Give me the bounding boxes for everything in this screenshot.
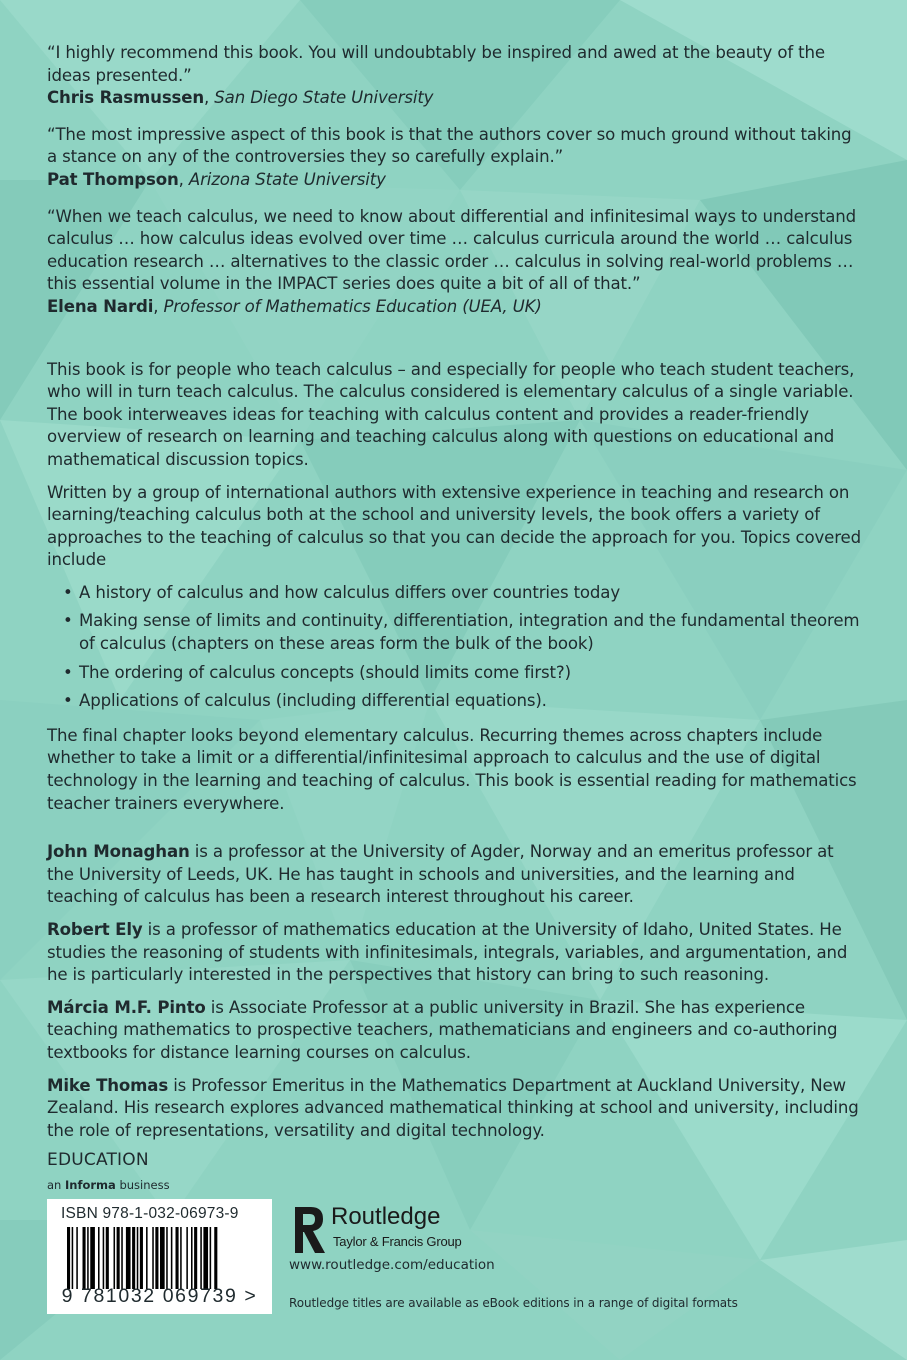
publisher-group: Taylor & Francis Group xyxy=(333,1234,462,1249)
barcode-bar xyxy=(146,1227,148,1289)
barcode-bar xyxy=(152,1227,154,1289)
endorser-name: Chris Rasmussen xyxy=(47,88,205,108)
barcode-bar xyxy=(140,1227,143,1289)
barcode-bar xyxy=(166,1227,168,1289)
barcode-bar xyxy=(214,1227,217,1289)
topics-list xyxy=(47,582,862,713)
barcode-bar xyxy=(176,1227,179,1289)
description-paragraph-3: The final chapter looks beyond elementary calculus. Recurring themes across chapters include whether to take a limit or a differential/infinitesimal approach to calculus and the use of digital technology in the learning and teaching of calculus. This book is essential reading for mathematics teacher trainers everywhere. xyxy=(47,725,857,813)
barcode-bar xyxy=(67,1227,70,1289)
barcode-bar xyxy=(160,1227,165,1289)
barcode-bar xyxy=(76,1227,78,1289)
barcode-bars xyxy=(67,1227,267,1289)
ebook-note: Routledge titles are available as eBook editions in a range of digital formats xyxy=(289,1296,738,1310)
barcode-digits: 9 781032 069739 > xyxy=(61,1285,258,1307)
routledge-logo-icon xyxy=(289,1203,327,1255)
barcode-bar xyxy=(87,1227,89,1289)
author-bio-3: Márcia M.F. Pinto is Associate Professor at a public university in Brazil. She has experience teaching mathematics to prospective teachers, mathematicians and engineers and co-authoring textbooks for distance learning courses on calculus. xyxy=(47,997,838,1062)
barcode-bar xyxy=(98,1227,100,1289)
barcode-bar xyxy=(194,1227,197,1289)
endorsement-text: “When we teach calculus, we need to know about differential and infinitesimal ways to understand calculus … how calculus ideas evolved over time … calculus curricula around the world … calculus education research … alternatives to the classic order … calculus in solving real-world problems … this essential volume in the IMPACT series does quite a bit of all of that.” xyxy=(47,206,857,294)
barcode-bar xyxy=(83,1227,86,1289)
endorser-name: Elena Nardi xyxy=(47,296,154,316)
barcode-bar xyxy=(210,1227,212,1289)
author-bio-1: John Monaghan is a professor at the University of Agder, Norway and an emeritus professor at the University of Leeds, UK. He has taught in schools and universities, and the learning and teaching of calculus has been a research interest throughout his career. xyxy=(47,842,834,907)
category-label: EDUCATION xyxy=(47,1150,149,1170)
publisher-url[interactable]: www.routledge.com/education xyxy=(289,1257,495,1273)
barcode-bar xyxy=(90,1227,95,1289)
endorsement-text: “The most impressive aspect of this book is that the authors cover so much ground without taking a stance on any of the controversies they so carefully explain.” xyxy=(47,124,852,167)
endorser-affiliation: San Diego State University xyxy=(214,88,434,108)
isbn-barcode xyxy=(47,1199,272,1314)
isbn-label: ISBN 978-1-032-06973-9 xyxy=(61,1205,239,1222)
barcode-bar xyxy=(72,1227,74,1289)
endorser-affiliation: Professor of Mathematics Education (UEA, UK) xyxy=(163,296,542,316)
publisher-logo xyxy=(289,1203,589,1263)
author-name: Márcia M.F. Pinto xyxy=(47,997,206,1017)
endorsement-3: “When we teach calculus, we need to know about differential and infinitesimal ways to understand calculus … how calculus ideas evolved over time … calculus curricula around the world … calculus education research … alternatives to the classic order … calculus in solving real-world problems … this essential volume in the IMPACT series does quite a bit of all of that.” Elena Nardi, Professor of Mathematics Education (UEA, UK) xyxy=(47,206,862,319)
back-cover-text xyxy=(47,42,862,1152)
barcode-bar xyxy=(106,1227,109,1289)
informa-tagline: an Informa business xyxy=(47,1178,170,1192)
endorsement-text: “I highly recommend this book. You will undoubtably be inspired and awed at the beauty of the ideas presented.” xyxy=(47,43,825,85)
barcode-bar xyxy=(121,1227,123,1289)
author-name: Mike Thomas xyxy=(47,1075,169,1095)
list-item: • The ordering of calculus concepts (should limits come first?) xyxy=(79,662,862,685)
author-name: John Monaghan xyxy=(47,842,190,862)
barcode-bar xyxy=(191,1227,193,1289)
barcode-bar xyxy=(126,1227,131,1289)
description-paragraph-2: Written by a group of international authors with extensive experience in teaching and research on learning/teaching calculus both at the school and university levels, the book offers a variety of approaches to the teaching of calculus so that you can decide the approach for you. Topics covered include xyxy=(47,482,861,570)
barcode-bar xyxy=(137,1227,139,1289)
author-name: Robert Ely xyxy=(47,920,143,939)
barcode-bar xyxy=(155,1227,158,1289)
publisher-name: Routledge xyxy=(331,1203,441,1230)
endorsement-1: “I highly recommend this book. You will undoubtably be inspired and awed at the beauty of the ideas presented.” Chris Rasmussen, San Diego State University xyxy=(47,42,862,110)
endorsement-2: “The most impressive aspect of this book is that the authors cover so much ground without taking a stance on any of the controversies they so carefully explain.” Pat Thompson, Arizona State University xyxy=(47,124,862,192)
barcode-bar xyxy=(203,1227,208,1289)
barcode-bar xyxy=(103,1227,105,1289)
list-item: • Making sense of limits and continuity, differentiation, integration and the fundamental theorem of calculus (chapters on these areas form the bulk of the book) xyxy=(79,610,862,655)
barcode-bar xyxy=(171,1227,173,1289)
list-item: • Applications of calculus (including differential equations). xyxy=(79,690,862,713)
barcode-bar xyxy=(186,1227,188,1289)
barcode-bar xyxy=(180,1227,182,1289)
author-bio-2: Robert Ely is a professor of mathematics education at the University of Idaho, United States. He studies the reasoning of students with infinitesimals, integrals, variables, and argumentation, and he is particularly interested in the perspectives that history can bring to such reasoning. xyxy=(47,920,848,985)
author-bio-4: Mike Thomas is Professor Emeritus in the Mathematics Department at Auckland University, New Zealand. His research explores advanced mathematical thinking at school and university, including the role of representations, versatility and digital technology. xyxy=(47,1075,859,1140)
endorser-affiliation: Arizona State University xyxy=(188,169,386,189)
barcode-bar xyxy=(114,1227,116,1289)
barcode-bar xyxy=(117,1227,120,1289)
barcode-bar xyxy=(200,1227,202,1289)
description-paragraph-1: This book is for people who teach calculus – and especially for people who teach student teachers, who will in turn teach calculus. The calculus considered is elementary calculus of a single variable. The book interweaves ideas for teaching with calculus content and provides a reader-friendly overview of research on learning and teaching calculus along with questions on educational and mathematical discussion topics. xyxy=(47,359,855,469)
list-item: • A history of calculus and how calculus differs over countries today xyxy=(79,582,862,605)
barcode-bar xyxy=(132,1227,135,1289)
endorser-name: Pat Thompson xyxy=(47,169,179,189)
